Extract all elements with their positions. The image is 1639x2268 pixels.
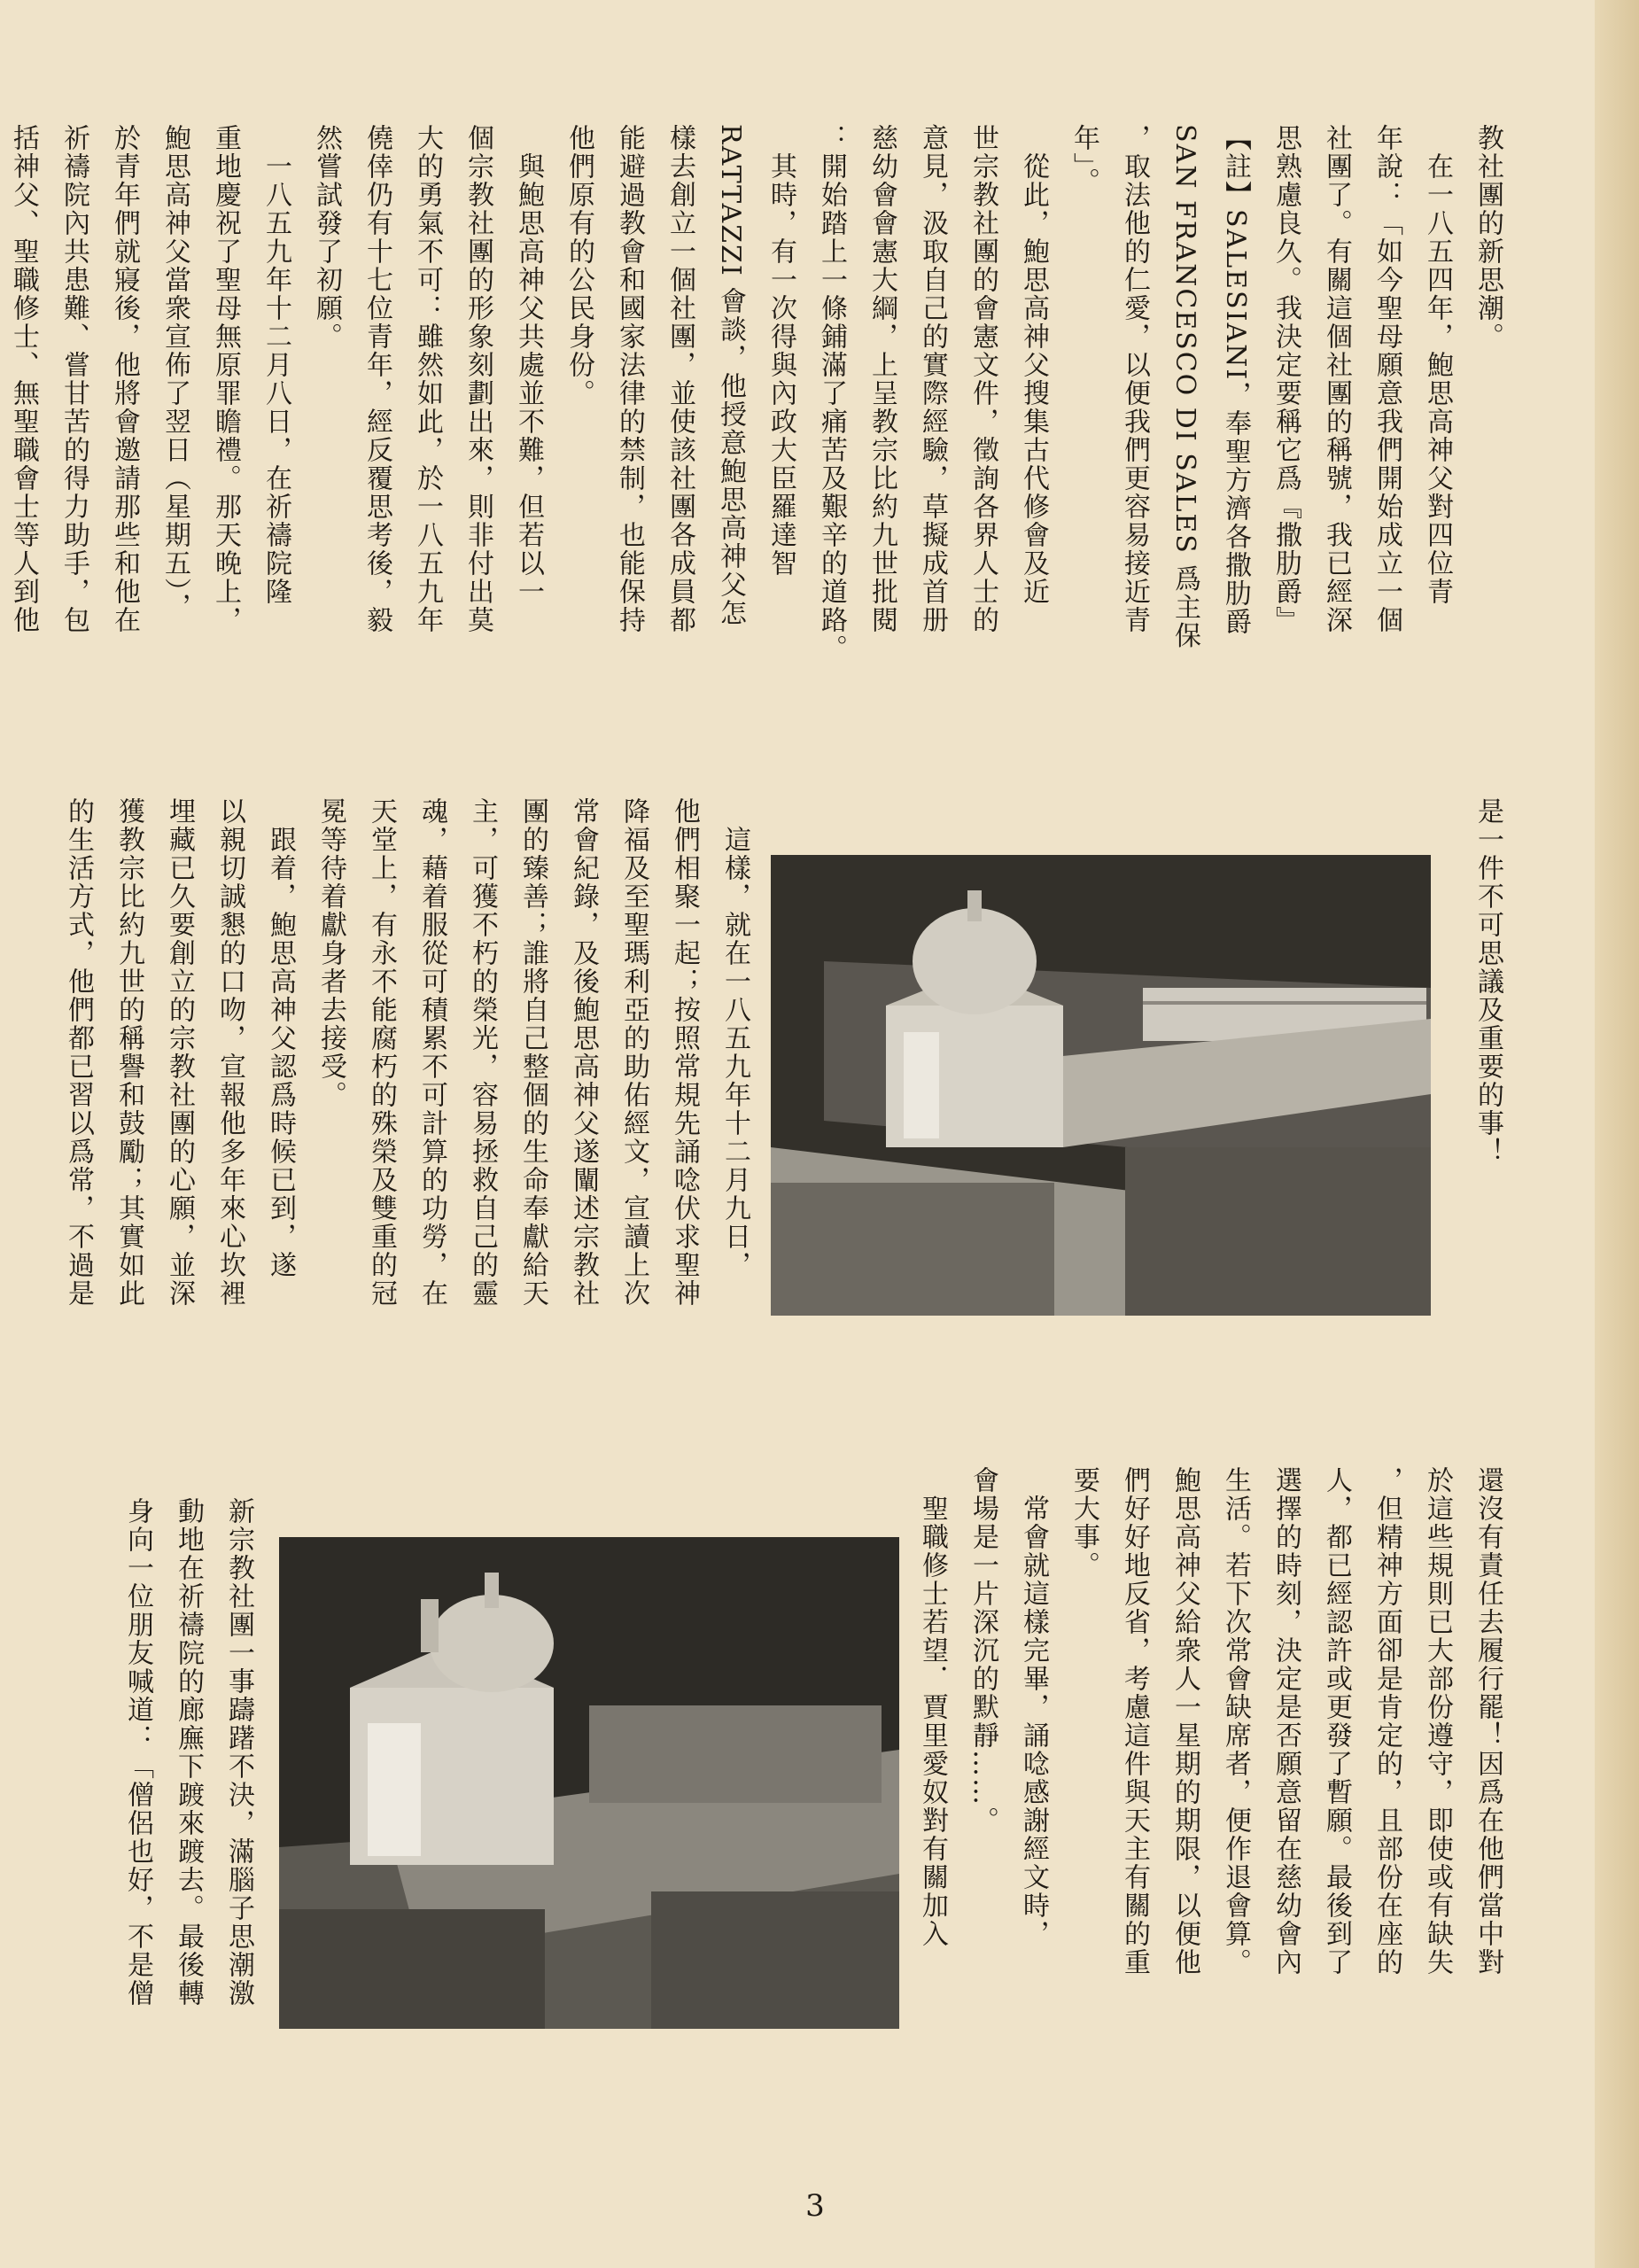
text-block-middle: 這樣，就在一八五九年十二月九日， 他們相聚一起；按照常規先誦唸伏求聖神 降福及至聖瑪利亞的助佑經文，宣讀上次 常會紀錄，及後鮑思高神父遂闡述宗教社 團的臻善；誰將自己整個的生命奉獻給天 主，可獲不朽的榮光，容易拯救自己的靈 魂，藉着服從可積累不可計算的功勞，在 天堂上，有永不能腐朽的殊榮及雙重的冠 冕等待着獻身者去接受。 跟着，鮑思高神父認爲時候已到，遂 以親切誠懇的口吻，宣報他多年來心坎裡 埋藏已久要創立的宗教社團的心願，並深 獲教宗比約九世的稱譽和鼓勵；其實如此 的生活方式，他們都已習以爲常，不過是	[63, 797, 750, 1308]
text-block-bottom-left: 新宗教社團一事躊躇不決，滿腦子思潮激 動地在祈禱院的廊廡下踱來踱去。最後轉 身向一位朋友喊道：「僧侶也好，不是僧	[122, 1497, 254, 2008]
page-number: 3	[805, 2188, 825, 2224]
photo-church-model-top	[771, 855, 1431, 1316]
text-block-top: 教社團的新思潮。 在一八五四年，鮑思高神父對四位青 年說：「如今聖母願意我們開始成立一個 社團了。有關這個社團的稱號，我已經深 思熟慮良久。我決定要稱它爲『撒肋爵』 【註】SALESIANI，奉聖方濟各撒肋爵 SAN FRANCESCO DI SALES 爲主保 ，取法他的仁愛，以便我們更容易接近青 年」。 從此，鮑思高神父搜集古代修會及近 世宗教社團的會憲文件，徵詢各界人士的 意見，汲取自己的實際經驗，草擬成首册 慈幼會會憲大綱，上呈教宗比約九世批閱 ：開始踏上一條鋪滿了痛苦及艱辛的道路。 其時，有一次得與內政大臣羅達智 RATTAZZI 會談，他授意鮑思高神父怎 樣去創立一個社團，並使該社團各成員都 能避過教會和國家法律的禁制，也能保持 他們原有的公民身份。 與鮑思高神父共處並不難，但若以一 個宗教社團的形象刻劃出來，則非付出莫 大的勇氣不可：雖然如此，於一八五九年 僥倖仍有十七位青年，經反覆思考後，毅 然嘗試發了初願。 一八五九年十二月八日，在祈禱院隆 重地慶祝了聖母無原罪瞻禮。那天晚上， 鮑思高神父當衆宣佈了翌日（星期五）， 於青年們就寢後，他將會邀請那些和他在 祈禱院內共患難、嘗甘苦的得力助手，包 括神父、聖職修士、無聖職會士等人到他	[8, 124, 1503, 663]
text-block-bottom-right: 還沒有責任去履行罷！因爲在他們當中對 於這些規則已大部份遵守，即使或有缺失 ，但精神方面卻是肯定的，且部份在座的 人，都已經認許或更發了暫願。最後到了 選擇的時刻，決定是否願意留在慈幼會內 生活。若下次常會缺席者，便作退會算。 鮑思高神父給衆人一星期的期限，以便他 們好好地反省，考慮這件與天主有關的重 要大事。 常會就這樣完畢，誦唸感謝經文時， 會場是一片深沉的默靜……。 聖職修士若望．賈里愛奴對有關加入	[917, 1466, 1503, 1977]
paper-edge	[1595, 0, 1639, 2268]
text-block-short-column: 是一件不可思議及重要的事！	[1472, 797, 1503, 1166]
photo-church-model-bottom	[279, 1537, 899, 2029]
